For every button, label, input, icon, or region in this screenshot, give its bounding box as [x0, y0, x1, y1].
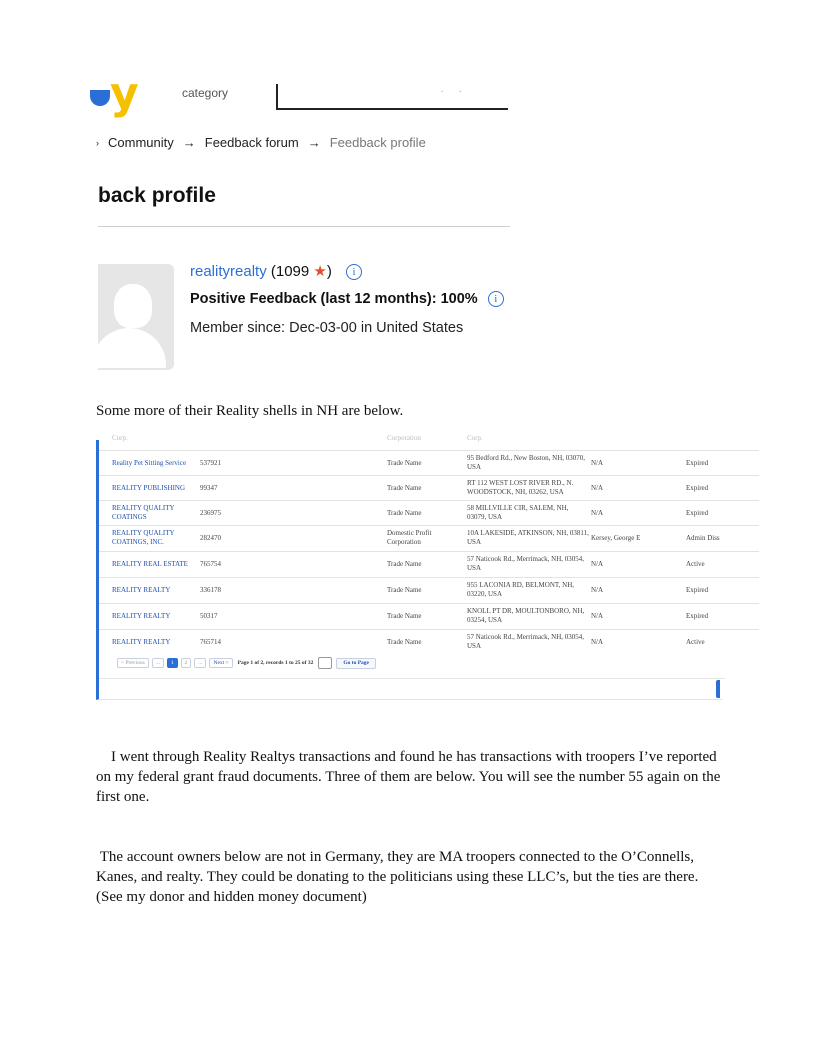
business-type: Trade Name [387, 585, 422, 594]
business-name-link[interactable]: REALITY REALTY [112, 611, 171, 620]
business-name-link[interactable]: REALITY REALTY [112, 585, 171, 594]
registered-agent: N/A [591, 637, 604, 646]
business-id: 336178 [200, 585, 221, 594]
business-address: 95 Bedford Rd., New Boston, NH, 03070, USA [467, 454, 586, 471]
category-dropdown-fragment[interactable]: category [182, 86, 229, 100]
business-status: Expired [686, 508, 709, 517]
registered-agent: N/A [591, 483, 604, 492]
paragraph-account-owners: The account owners below are not in Germany, they are MA troopers connected to the O’Connells, Kanes, and realty. They could be donating to the politicians using these LLC’s, but the ties are there. (See my donor and hidden money document) [96, 849, 703, 905]
page-number-input[interactable] [318, 657, 332, 669]
page-info: Page 1 of 2, records 1 to 25 of 32 [237, 660, 314, 666]
business-address: RT 112 WEST LOST RIVER RD., N. WOODSTOCK, NH, 03262, USA [467, 479, 574, 496]
info-icon[interactable]: i [346, 264, 362, 280]
business-id: 537921 [200, 458, 221, 467]
feedback-score: (1099 [270, 263, 310, 280]
table-row [99, 500, 759, 525]
business-id: 765754 [200, 559, 221, 568]
go-to-page-button[interactable]: Go to Page [336, 658, 376, 669]
business-id: 236975 [200, 508, 221, 517]
arrow-right-icon: → [182, 135, 196, 151]
business-status: Expired [686, 585, 709, 594]
divider [98, 226, 510, 227]
avatar [98, 264, 174, 370]
business-name-link[interactable]: REALITY QUALITY COATINGS [112, 504, 175, 521]
header-fragment: Corp. [467, 433, 483, 442]
business-address: 57 Naticook Rd., Merrimack, NH, 03054, USA [467, 555, 585, 572]
pagination [117, 656, 376, 670]
business-type: Trade Name [387, 611, 422, 620]
table-row [99, 551, 759, 576]
paragraph-shells-intro: Some more of their Reality shells in NH are below. [96, 403, 404, 419]
first-pages-button[interactable]: ... [152, 658, 164, 668]
business-id: 282470 [200, 533, 221, 542]
positive-feedback-text: Positive Feedback (last 12 months): 100% [190, 291, 478, 307]
table-row [99, 450, 759, 475]
business-address: KNOLL PT DR, MOULTONBORO, NH, 03254, USA [467, 607, 585, 624]
business-type: Trade Name [387, 559, 422, 568]
feedback-profile-screenshot [96, 68, 516, 376]
business-status: Expired [686, 458, 709, 467]
registered-agent: N/A [591, 458, 604, 467]
business-address: 10A LAKESIDE, ATKINSON, NH, 03811, USA [467, 529, 589, 546]
breadcrumb-current: Feedback profile [329, 135, 426, 151]
business-status: Active [686, 637, 705, 646]
page-title: back profile [98, 184, 216, 207]
business-type: Trade Name [387, 637, 422, 646]
table-row [99, 629, 759, 654]
divider [99, 678, 725, 679]
info-icon[interactable]: i [488, 291, 504, 307]
chevron-right-icon: › [96, 137, 99, 148]
breadcrumb-community[interactable]: Community [108, 135, 174, 151]
feedback-score-close: ) [326, 263, 332, 280]
member-since: Member since: Dec-03-00 in United States [190, 320, 464, 336]
business-search-screenshot [96, 433, 722, 700]
business-name-link[interactable]: REALITY PUBLISHING [112, 483, 186, 492]
business-type: Trade Name [387, 483, 422, 492]
table-row [99, 475, 759, 500]
business-name-link[interactable]: REALITY REAL ESTATE [112, 559, 188, 568]
marketplace-logo-fragment: y [96, 84, 166, 116]
business-id: 765714 [200, 637, 221, 646]
header-fragment: Corporation [387, 433, 421, 442]
business-status: Active [686, 559, 705, 568]
arrow-right-icon: → [307, 135, 321, 151]
username-link[interactable]: realityrealty [190, 263, 267, 280]
business-status: Admin Diss [686, 533, 720, 542]
page-2-button[interactable]: 2 [181, 658, 192, 668]
business-name-link[interactable]: REALITY QUALITY COATINGS, INC. [112, 529, 175, 546]
business-address: 58 MILLVILLE CIR, SALEM, NH, 03079, USA [467, 504, 569, 521]
registered-agent: N/A [591, 508, 604, 517]
business-status: Expired [686, 611, 709, 620]
table-row [99, 603, 759, 628]
more-pages-button[interactable]: ... [194, 658, 206, 668]
breadcrumb [96, 134, 426, 150]
scrollbar[interactable] [716, 680, 720, 698]
table-row [99, 577, 759, 602]
registered-agent: N/A [591, 559, 604, 568]
registered-agent: Kersey, George E [591, 533, 641, 542]
business-id: 50317 [200, 611, 218, 620]
table-header-fragment [99, 432, 759, 444]
user-line [190, 262, 362, 280]
paragraph-transactions: I went through Reality Realtys transactions and found he has transactions with troopers I’ve reported on my federal grant fraud documents. Three of them are below. You will see the number 55 again on the first one. [96, 749, 725, 805]
business-address: 955 LACONIA RD, BELMONT, NH, 03220, USA [467, 581, 575, 598]
next-page-button[interactable]: Next > [209, 658, 232, 668]
header-fragment: Corp. [112, 433, 128, 442]
business-name-link[interactable]: Reality Pet Sitting Service [112, 458, 187, 467]
breadcrumb-feedback-forum[interactable]: Feedback forum [204, 135, 299, 151]
table-row [99, 525, 759, 550]
registered-agent: N/A [591, 585, 604, 594]
star-icon: ★ [313, 263, 327, 280]
business-type: Trade Name [387, 508, 422, 517]
business-name-link[interactable]: REALITY REALTY [112, 637, 171, 646]
business-type: Trade Name [387, 458, 422, 467]
business-status: Expired [686, 483, 709, 492]
previous-page-button[interactable]: < Previous [117, 658, 149, 668]
business-type: Domestic Profit Corporation [387, 529, 432, 546]
search-input[interactable]: · · [276, 84, 508, 110]
page-1-button[interactable]: 1 [167, 658, 178, 668]
business-address: 57 Naticook Rd., Merrimack, NH, 03054, USA [467, 633, 585, 650]
positive-feedback [190, 291, 504, 307]
registered-agent: N/A [591, 611, 604, 620]
business-id: 99347 [200, 483, 218, 492]
